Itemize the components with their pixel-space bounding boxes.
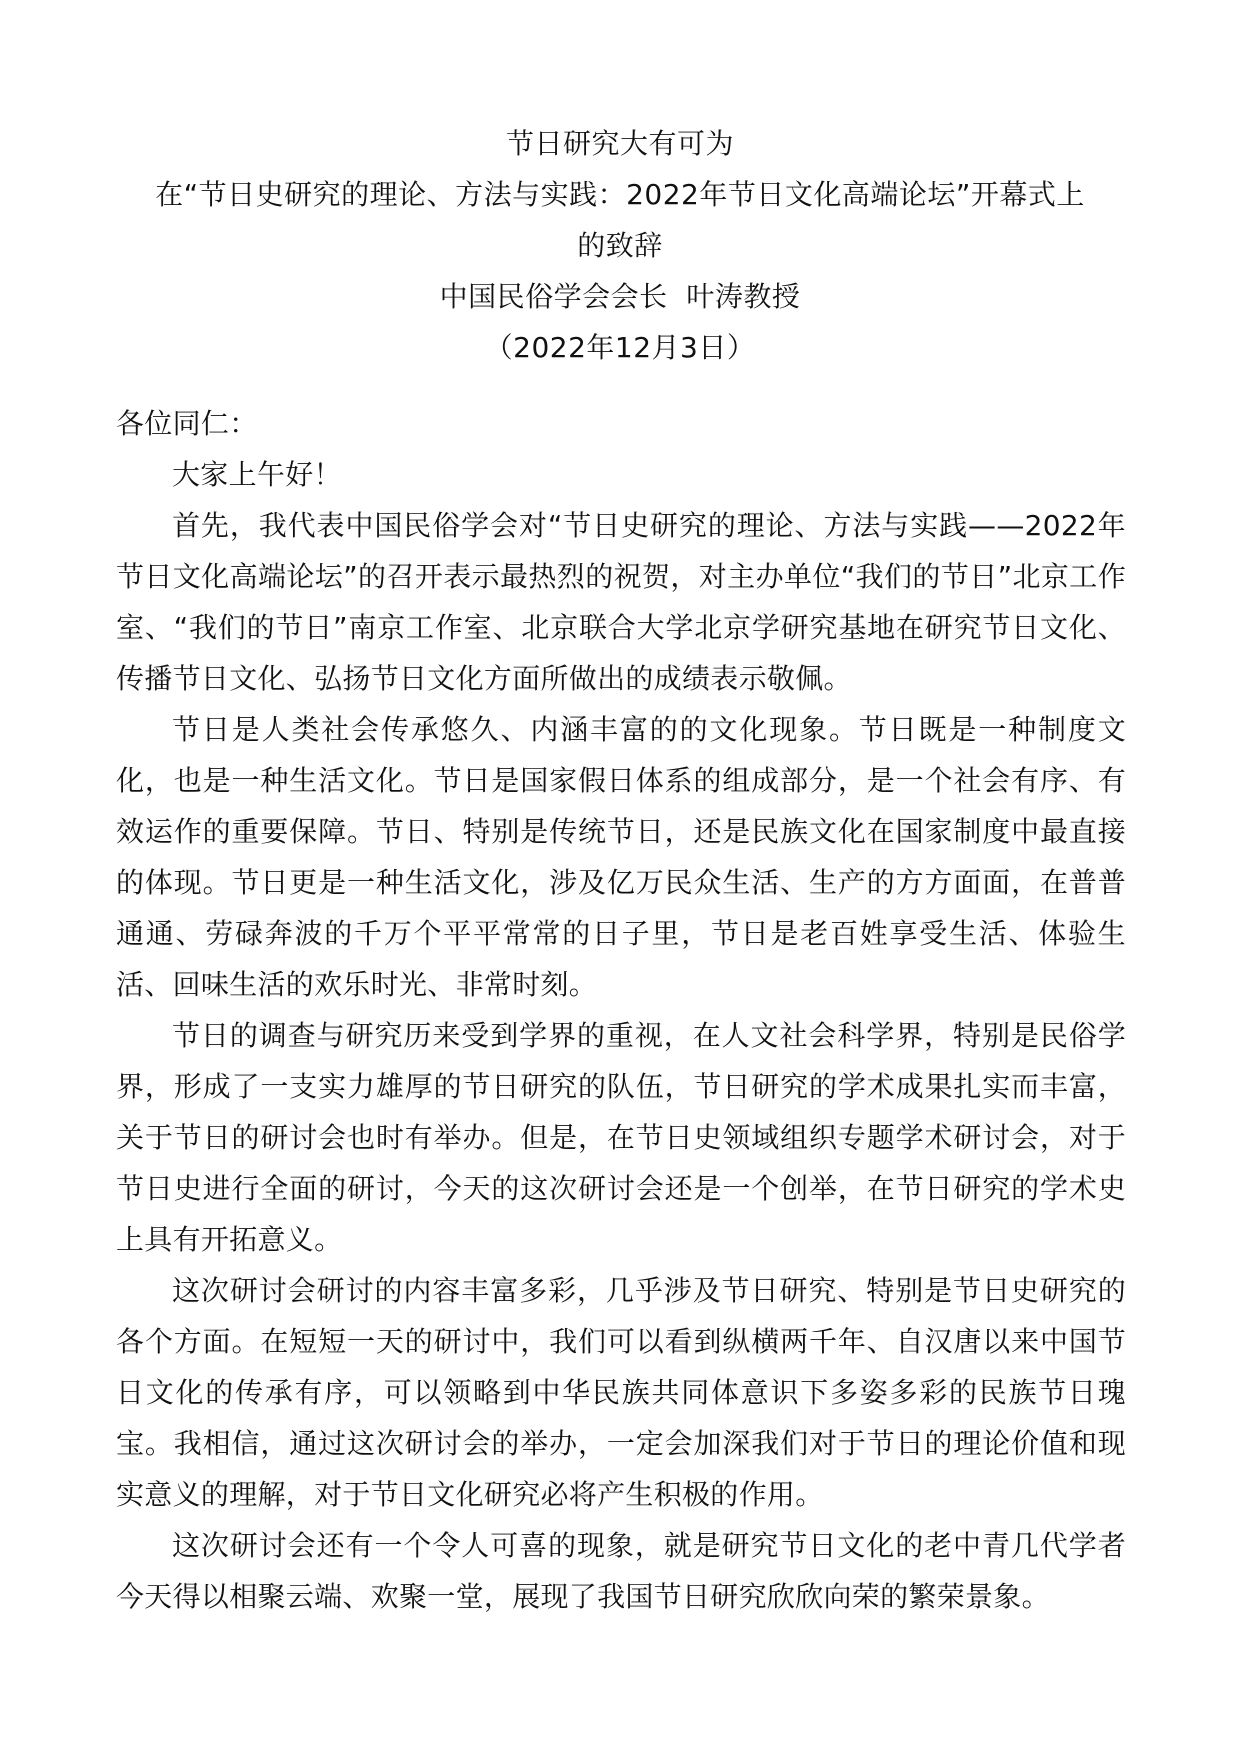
speech-body <box>116 398 1126 1622</box>
document-subtitle-line-1: 在“节日史研究的理论、方法与实践：2022年节日文化高端论坛”开幕式上 <box>155 178 1085 211</box>
paragraph-scholar-generations: 这次研讨会还有一个令人可喜的现象，就是研究节日文化的老中青几代学者今天得以相聚云端、欢聚一堂，展现了我国节日研究欣欣向荣的繁荣景象。 <box>116 1529 1126 1613</box>
document-title: 节日研究大有可为 <box>505 127 734 160</box>
paragraph-festival-culture: 节日是人类社会传承悠久、内涵丰富的的文化现象。节日既是一种制度文化，也是一种生活文化。节日是国家假日体系的组成部分，是一个社会有序、有效运作的重要保障。节日、特别是传统节日，还是民族文化在国家制度中最直接的体现。节日更是一种生活文化，涉及亿万民众生活、生产的方方面面，在普普通通、劳碌奔波的千万个平平常常的日子里，节日是老百姓享受生活、体验生活、回味生活的欢乐时光、非常时刻。 <box>116 713 1126 1001</box>
salutation: 各位同仁： <box>116 407 258 440</box>
paragraph-symposium-content: 这次研讨会研讨的内容丰富多彩，几乎涉及节日研究、特别是节日史研究的各个方面。在短短一天的研讨中，我们可以看到纵横两千年、自汉唐以来中国节日文化的传承有序，可以领略到中华民族共同体意识下多姿多彩的民族节日瑰宝。我相信，通过这次研讨会的举办，一定会加深我们对于节日的理论价值和现实意义的理解，对于节日文化研究必将产生积极的作用。 <box>116 1274 1126 1511</box>
document-subtitle-line-2: 的致辞 <box>577 229 663 262</box>
paragraph-research-history: 节日的调查与研究历来受到学界的重视，在人文社会科学界，特别是民俗学界，形成了一支实力雄厚的节日研究的队伍，节日研究的学术成果扎实而丰富，关于节日的研讨会也时有举办。但是，在节日史领域组织专题学术研讨会，对于节日史进行全面的研讨，今天的这次研讨会还是一个创举，在节日研究的学术史上具有开拓意义。 <box>116 1019 1126 1256</box>
paragraph-greeting: 大家上午好！ <box>172 458 342 491</box>
speech-date: （2022年12月3日） <box>484 331 756 364</box>
document-header <box>112 118 1128 373</box>
speaker-line: 中国民俗学会会长 叶涛教授 <box>439 280 801 313</box>
paragraph-congratulations: 首先，我代表中国民俗学会对“节日史研究的理论、方法与实践——2022年节日文化高端论坛”的召开表示最热烈的祝贺，对主办单位“我们的节日”北京工作室、“我们的节日”南京工作室、北京联合大学北京学研究基地在研究节日文化、传播节日文化、弘扬节日文化方面所做出的成绩表示敬佩。 <box>116 509 1126 695</box>
